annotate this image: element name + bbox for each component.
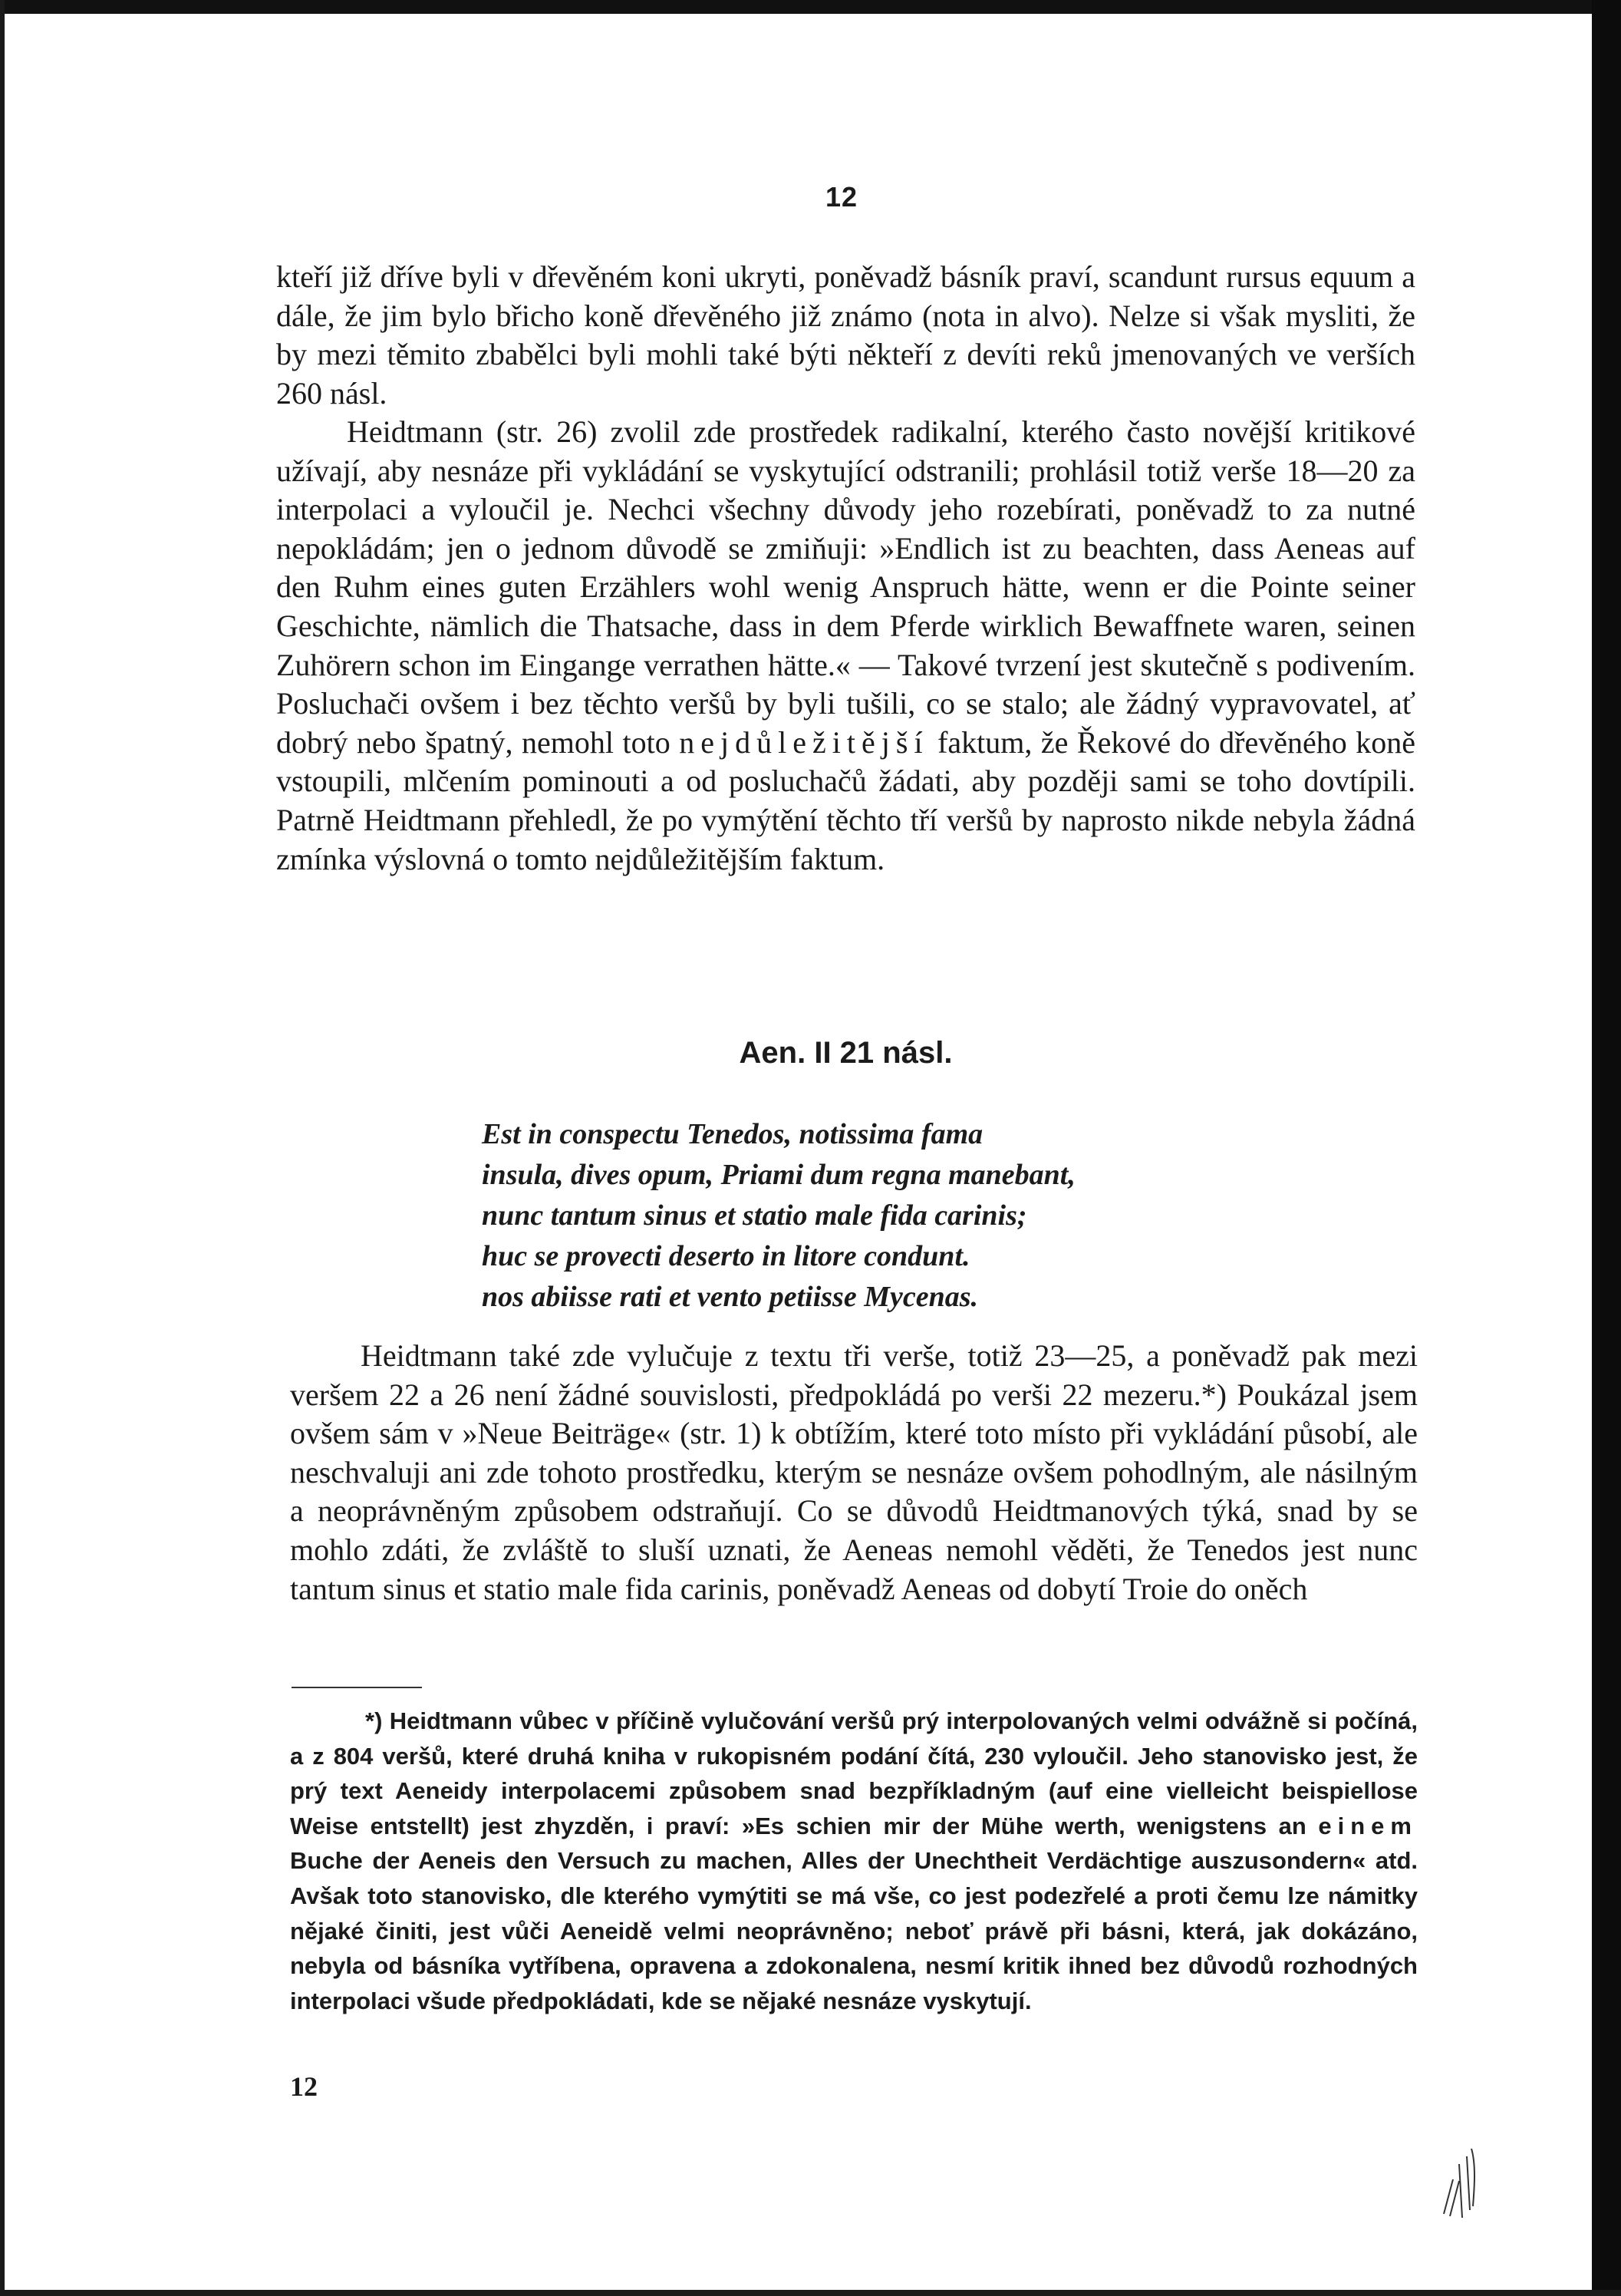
verse-quote: [482, 1114, 1076, 1318]
paragraph-2: [276, 413, 1415, 879]
page-number-bottom: 12: [290, 2071, 318, 2102]
paragraph-3-text: Heidtmann také zde vylučuje z textu tři verše, totiž 23—25, a poněvadž pak mezi veršem 22 a 26 není žádné souvislosti, předpokládá po verši 22 mezeru.*) Poukázal jsem ovšem sám v »Neue Beiträge« (str. 1) k obtížím, které toto místo při vykládání působí, ale neschvaluji ani zde tohoto prostředku, kterým se nesnáze ovšem pohodlným, ale násilným a neoprávněným způsobem odstraňují. Co se důvodů Heidtmanových týká, snad by se mohlo zdáti, že zvláště to sluší uznati, že Aeneas nemohl věděti, že Tenedos jest nunc tantum sinus et statio male fida carinis, poněvadž Aeneas od dobytí Troie do oněch: [290, 1338, 1418, 1606]
handwritten-mark: [1436, 2133, 1505, 2225]
verse-line: huc se provecti deserto in litore condunt.: [482, 1240, 970, 1272]
paragraph-2-part-2: faktum, že Řekové do dřevěného koně vstoupili, mlčením pominouti a od posluchačů žádati, aby později sami se toho dovtípili. Patrně Heidtmann přehledl, že po vymýtění těchto tří veršů by naprosto nikde nebyla žádná zmínka výslovná o tomto nejdůležitějším faktum.: [276, 724, 1415, 876]
footnote-part-2: Buche der Aeneis den Versuch zu machen, Alles der Unechtheit Verdächtige auszusondern« atd. Avšak toto stanovisko, dle kterého vymýtiti se má vše, co jest podezřelé a proti čemu lze námitky nějaké činiti, jest vůči Aeneidě velmi neoprávněno; neboť právě při básni, která, jak dokázáno, nebyla od básníka vytříbena, opravena a zdokonalena, nesmí kritik ihned bez důvodů rozhodných interpolaci všude předpokládati, kde se nějaké nesnáze vyskytují.: [290, 1847, 1418, 2014]
page-number-top: 12: [825, 181, 858, 213]
paragraph-3: [290, 1337, 1418, 1608]
footnote: [290, 1704, 1418, 2018]
scan-border-top: [0, 0, 1621, 14]
paragraph-1: [276, 258, 1415, 413]
paragraph-2-text: [276, 413, 1415, 879]
verse-line: nunc tantum sinus et statio male fida carinis;: [482, 1199, 1027, 1232]
footnote-emphasis: einem: [1318, 1812, 1418, 1839]
footnote-rule: [292, 1687, 422, 1688]
verse-line: Est in conspectu Tenedos, notissima fama: [482, 1118, 983, 1150]
footnote-part-1: *) Heidtmann vůbec v příčině vylučování veršů prý interpolovaných velmi odvážně si počíná, a z 804 veršů, které druhá kniha v rukopisném podání čítá, 230 vyloučil. Jeho stanovisko jest, že prý text Aeneidy interpolacemi způsobem snad bezpříkladným (auf eine vielleicht beispiellose Weise entstellt) jest zhyzděn, i praví: »Es schien mir der Mühe werth, wenigstens an: [290, 1707, 1418, 1839]
scan-border-bottom: [0, 2290, 1621, 2296]
paragraph-1-text: kteří již dříve byli v dřevěném koni ukryti, poněvadž básník praví, scandunt rursus equum a dále, že jim bylo břicho koně dřevěného již známo (nota in alvo). Nelze si však mysliti, že by mezi těmito zbabělci byli mohli také býti někteří z devíti reků jmenovaných ve verších 260 násl.: [276, 259, 1415, 411]
paragraph-2-emphasis: nejdůležitější: [679, 724, 929, 760]
section-heading: Aen. II 21 násl.: [739, 1036, 953, 1070]
scan-border-right: [1592, 0, 1621, 2296]
paragraph-2-part-1: Heidtmann (str. 26) zvolil zde prostředek radikalní, kterého často novější kritikové užívají, aby nesnáze při vykládání se vyskytující odstranili; prohlásil totiž verše 18—20 za interpolaci a vyloučil je. Nechci všechny důvody jeho rozebírati, poněvadž to za nutné nepokládám; jen o jednom důvodě se zmiňuji: »Endlich ist zu beachten, dass Aeneas auf den Ruhm eines guten Erzählers wohl wenig Anspruch hätte, wenn er die Pointe seiner Geschichte, nämlich die Thatsache, dass in dem Pferde wirklich Bewaffnete waren, seinen Zuhörern schon im Eingange verrathen hätte.« — Takové tvrzení jest skutečně s podivením. Posluchači ovšem i bez těchto veršů by byli tušili, co se stalo; ale žádný vypravovatel, ať dobrý nebo špatný, nemohl toto: [276, 414, 1415, 760]
verse-line: insula, dives opum, Priami dum regna manebant,: [482, 1159, 1076, 1191]
verse-line: nos abiisse rati et vento petiisse Mycenas.: [482, 1281, 979, 1313]
